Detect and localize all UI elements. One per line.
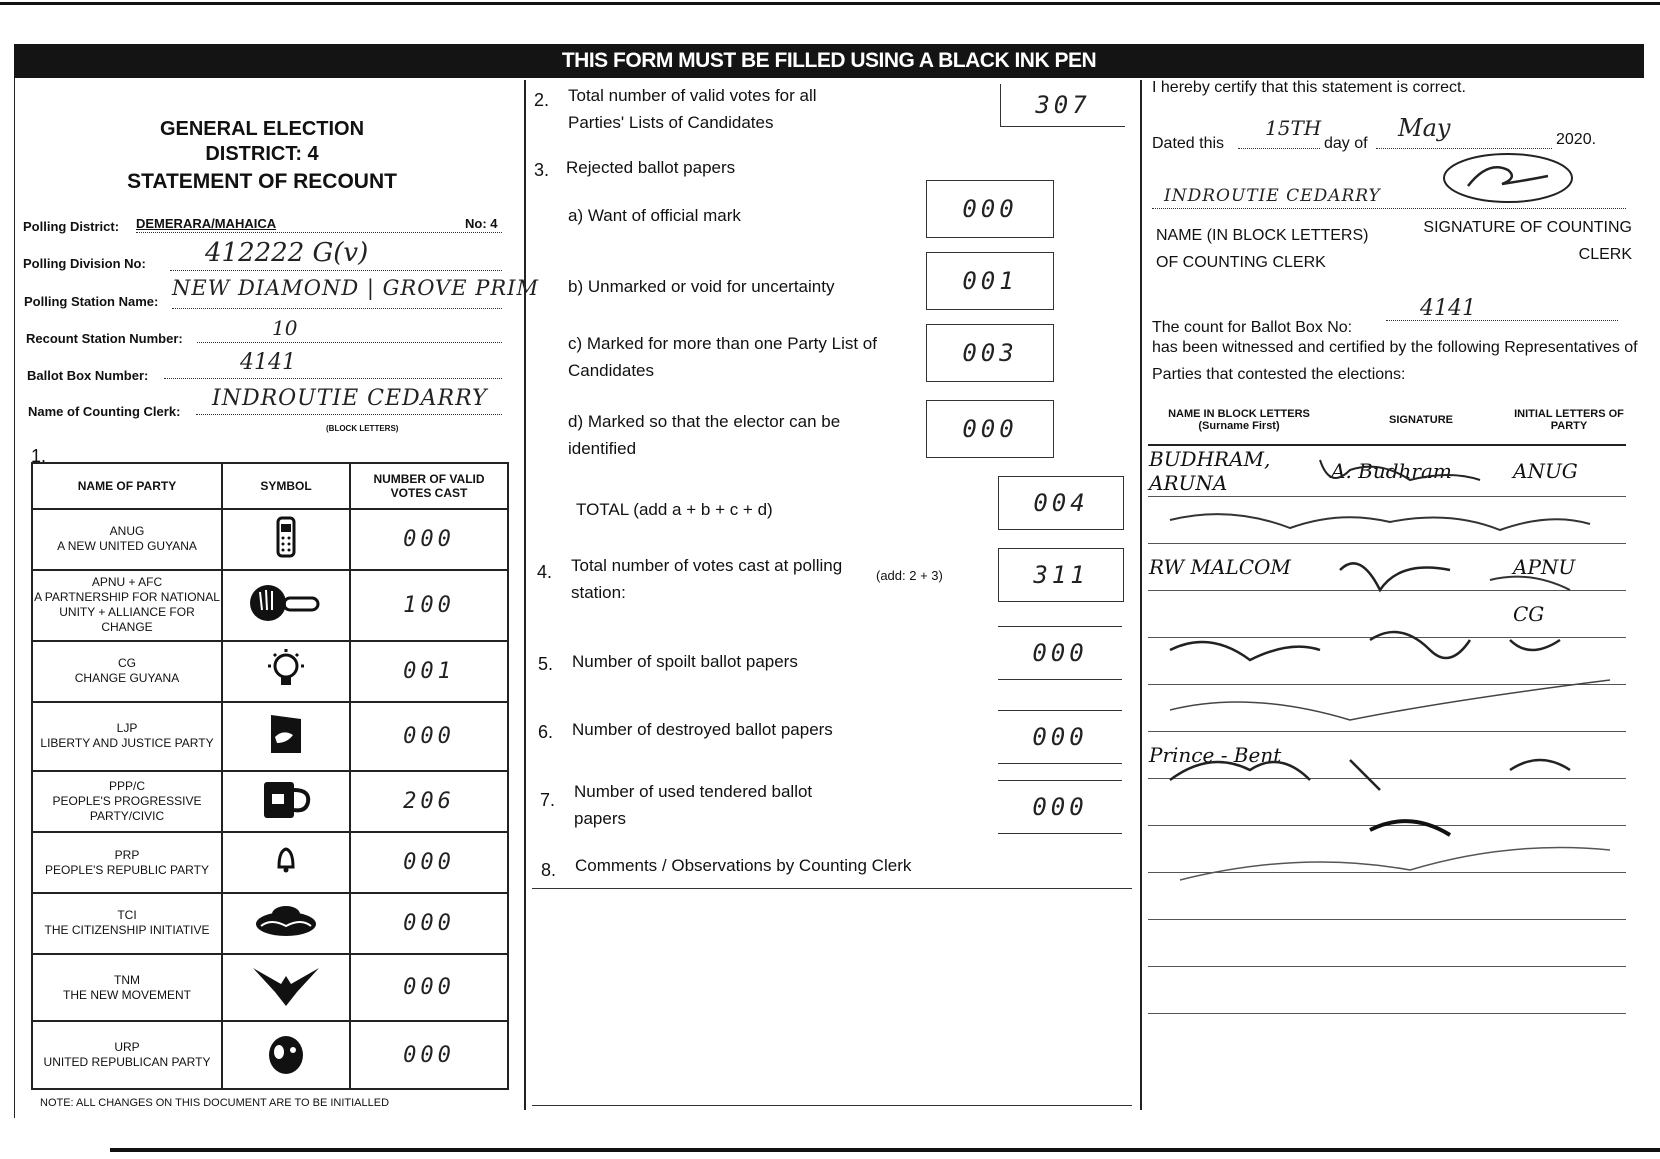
year-value: 2020. — [1556, 131, 1597, 148]
month-value[interactable]: May — [1398, 114, 1451, 142]
day-line — [1238, 148, 1320, 149]
party-abbr: APNU + AFC — [91, 575, 163, 590]
rejected-c-box[interactable]: 003 — [926, 324, 1054, 382]
section-8-label: Comments / Observations by Counting Clerk — [575, 856, 912, 875]
party-votes[interactable]: 000 — [350, 702, 508, 772]
party-abbr: TCI — [117, 908, 137, 923]
comments-line-1 — [532, 888, 1132, 889]
header-line-1: GENERAL ELECTION — [159, 118, 365, 140]
rep-name[interactable] — [1148, 967, 1330, 1014]
clerk-signature — [1438, 150, 1578, 211]
top-border-line — [0, 2, 1660, 5]
destroyed-ballots-box[interactable]: 000 — [998, 710, 1122, 764]
party-row-anug — [32, 509, 508, 570]
table-row — [1148, 967, 1626, 1014]
table-row — [1148, 920, 1626, 967]
party-full-name: THE NEW MOVEMENT — [63, 987, 191, 1002]
votes-cast-total-box[interactable]: 311 — [998, 548, 1124, 602]
table-header-row — [32, 463, 508, 509]
party-full-name: PEOPLE'S PROGRESSIVE PARTY/CIVIC — [52, 794, 202, 824]
section-4-label: Total number of votes cast at polling station: — [571, 556, 843, 602]
party-votes[interactable]: 206 — [350, 771, 508, 832]
rep-name[interactable]: BUDHRAM, ARUNA — [1148, 445, 1330, 497]
section-4-number: 4. — [537, 562, 553, 582]
rejected-total-box[interactable]: 004 — [998, 476, 1124, 530]
column-divider-left — [524, 80, 526, 1110]
section-7-label: Number of used tendered ballot papers — [574, 782, 813, 828]
party-name-cell — [32, 771, 222, 832]
section-3-label: Rejected ballot papers — [566, 158, 736, 177]
ballot-box-value[interactable]: 4141 — [240, 350, 296, 375]
party-name-cell — [32, 954, 222, 1022]
district-number: No: 4 — [465, 216, 498, 231]
spoilt-ballots-box[interactable]: 000 — [998, 626, 1122, 680]
witness-text: has been witnessed and certified by the following Representatives of Parties that contested the elections: — [1152, 339, 1638, 383]
ballot-box-line — [164, 378, 502, 379]
polling-district-label: Polling District: — [23, 219, 120, 234]
party-votes[interactable]: 000 — [350, 893, 508, 954]
rep-party[interactable] — [1512, 920, 1626, 967]
party-votes[interactable]: 000 — [350, 954, 508, 1022]
tree-icon — [222, 893, 350, 954]
recount-station-value[interactable]: 10 — [272, 316, 298, 340]
party-name-cell — [32, 893, 222, 954]
rep-signature[interactable] — [1330, 920, 1512, 967]
polling-station-value[interactable]: NEW DIAMOND | GROVE PRIM — [172, 276, 539, 300]
party-abbr: CG — [118, 656, 136, 671]
section-2-label: Total number of valid votes for all Parties' Lists of Candidates — [568, 86, 817, 132]
polling-division-value[interactable]: 412222 G(v) — [205, 238, 369, 268]
party-full-name: THE CITIZENSHIP INITIATIVE — [44, 923, 210, 938]
polling-station-line — [172, 308, 502, 309]
party-row-cg — [32, 641, 508, 702]
section-3-number: 3. — [534, 160, 550, 180]
clerk-signature-label: SIGNATURE OF COUNTING CLERK — [1423, 219, 1632, 263]
rep-name[interactable]: RW MALCOM — [1148, 544, 1330, 591]
party-full-name: A NEW UNITED GUYANA — [57, 539, 197, 554]
cellphone-icon — [222, 509, 350, 570]
counting-clerk-line — [196, 414, 502, 415]
party-row-urp — [32, 1021, 508, 1089]
header-votes: NUMBER OF VALID VOTES CAST — [350, 463, 508, 509]
party-abbr: ANUG — [109, 524, 145, 539]
party-votes[interactable]: 100 — [350, 570, 508, 641]
rep-party[interactable] — [1512, 967, 1626, 1014]
dated-label: Dated this — [1152, 135, 1225, 152]
clerk-name-label: NAME (IN BLOCK LETTERS) OF COUNTING CLERK — [1156, 227, 1369, 271]
party-row-prp — [32, 832, 508, 893]
ballot-box-count-label: The count for Ballot Box No: — [1152, 319, 1353, 336]
rep-header-name: NAME IN BLOCK LETTERS (Surname First) — [1148, 396, 1330, 445]
ballot-box-label: Ballot Box Number: — [27, 368, 149, 383]
cup-icon — [222, 771, 350, 832]
party-row-tnm — [32, 954, 508, 1022]
left-page-edge — [14, 78, 15, 1118]
rejected-a-box[interactable]: 000 — [926, 180, 1054, 238]
party-votes[interactable]: 001 — [350, 641, 508, 702]
party-abbr: PPP/C — [108, 779, 145, 794]
party-row-pppc — [32, 771, 508, 832]
section-4-hint: (add: 2 + 3) — [876, 568, 943, 583]
polling-division-line — [170, 270, 502, 271]
polling-station-label: Polling Station Name: — [24, 294, 159, 309]
lightbulb-icon — [222, 641, 350, 702]
rep-signature[interactable] — [1330, 967, 1512, 1014]
column-divider-right — [1140, 80, 1142, 1110]
section-6-label: Number of destroyed ballot papers — [572, 720, 833, 739]
party-row-apnu-afc — [32, 570, 508, 641]
rep-party[interactable]: APNU — [1512, 544, 1626, 591]
party-abbr: PRP — [114, 847, 140, 862]
form-header — [112, 118, 412, 194]
dog-icon — [222, 1021, 350, 1089]
party-name-cell — [32, 509, 222, 570]
recount-station-label: Recount Station Number: — [26, 331, 183, 346]
party-full-name: A PARTNERSHIP FOR NATIONAL UNITY + ALLIANCE FOR CHANGE — [34, 590, 220, 635]
party-votes[interactable]: 000 — [350, 509, 508, 570]
party-full-name: PEOPLE'S REPUBLIC PARTY — [45, 862, 209, 877]
header-line-2: DISTRICT: 4 — [205, 143, 319, 165]
hand-key-icon — [222, 570, 350, 641]
day-of-label: day of — [1324, 135, 1368, 152]
bottom-border-line — [110, 1148, 1660, 1152]
rep-header-signature: SIGNATURE — [1330, 396, 1512, 445]
party-full-name: LIBERTY AND JUSTICE PARTY — [40, 736, 214, 751]
bell-icon — [222, 832, 350, 893]
rejected-b-label: b) Unmarked or void for uncertainty — [568, 277, 835, 296]
header-line-3: STATEMENT OF RECOUNT — [127, 170, 397, 193]
party-row-ljp — [32, 702, 508, 772]
recount-station-line — [197, 342, 502, 343]
handshake-icon — [222, 702, 350, 772]
section-2-number: 2. — [534, 90, 550, 110]
section-5-label: Number of spoilt ballot papers — [572, 652, 798, 671]
rep-signature-scribbles — [1150, 450, 1630, 895]
rejected-c-label: c) Marked for more than one Party List of Candidates — [568, 334, 877, 380]
day-value[interactable]: 15TH — [1265, 116, 1322, 140]
rep-name[interactable]: Prince - Bent — [1148, 732, 1330, 779]
ballot-box-count-value[interactable]: 4141 — [1420, 296, 1476, 321]
rep-header-party: INITIAL LETTERS OF PARTY — [1512, 396, 1626, 445]
valid-votes-total-box[interactable]: 307 — [1000, 84, 1125, 127]
party-full-name: CHANGE GUYANA — [74, 671, 180, 686]
ballot-box-count-line — [1386, 320, 1618, 321]
party-abbr: URP — [114, 1040, 140, 1055]
certify-statement: I hereby certify that this statement is correct. — [1152, 79, 1466, 96]
polling-division-label: Polling Division No: — [23, 256, 146, 271]
rejected-d-box[interactable]: 000 — [926, 400, 1054, 458]
header-symbol: SYMBOL — [222, 463, 350, 509]
rep-party[interactable]: CG — [1512, 591, 1626, 638]
party-abbr: TNM — [114, 972, 140, 987]
counting-clerk-label: Name of Counting Clerk: — [28, 404, 181, 419]
rejected-total-label: TOTAL (add a + b + c + d) — [576, 500, 773, 519]
comments-line-2 — [532, 1105, 1132, 1106]
block-letters-note: (BLOCK LETTERS) — [326, 424, 399, 433]
section-7-number: 7. — [540, 790, 556, 810]
party-full-name: UNITED REPUBLICAN PARTY — [43, 1055, 211, 1070]
party-votes-table — [31, 462, 509, 1090]
party-votes[interactable]: 000 — [350, 1021, 508, 1089]
rep-header-row — [1148, 396, 1626, 445]
section-1-number: 1. — [31, 446, 47, 466]
rep-name[interactable] — [1148, 920, 1330, 967]
eagle-icon — [222, 954, 350, 1022]
section-8-number: 8. — [541, 860, 557, 880]
party-name-cell — [32, 570, 222, 641]
party-name-cell — [32, 1021, 222, 1089]
tendered-ballots-box[interactable]: 000 — [998, 780, 1122, 834]
party-name-cell — [32, 832, 222, 893]
rejected-b-box[interactable]: 001 — [926, 252, 1054, 310]
month-line — [1376, 148, 1552, 149]
initialled-note: NOTE: ALL CHANGES ON THIS DOCUMENT ARE TO BE INITIALLED — [40, 1097, 390, 1109]
party-abbr: LJP — [116, 721, 138, 736]
counting-clerk-value[interactable]: INDROUTIE CEDARRY — [212, 386, 488, 411]
party-row-tci — [32, 893, 508, 954]
rejected-d-label: d) Marked so that the elector can be identified — [568, 412, 841, 458]
polling-district-value: DEMERARA/MAHAICA — [136, 216, 277, 231]
party-name-cell — [32, 641, 222, 702]
party-name-cell — [32, 702, 222, 772]
party-votes[interactable]: 000 — [350, 832, 508, 893]
ink-instruction-banner: THIS FORM MUST BE FILLED USING A BLACK INK PEN — [14, 44, 1644, 78]
rejected-a-label: a) Want of official mark — [568, 206, 741, 225]
section-6-number: 6. — [538, 722, 554, 742]
rep-party[interactable]: ANUG — [1512, 445, 1626, 497]
clerk-name-value[interactable]: INDROUTIE CEDARRY — [1164, 186, 1381, 206]
section-5-number: 5. — [538, 654, 554, 674]
header-party-name: NAME OF PARTY — [32, 463, 222, 509]
rep-signature[interactable]: A. Budhram — [1330, 445, 1512, 497]
polling-district-line — [136, 232, 502, 233]
